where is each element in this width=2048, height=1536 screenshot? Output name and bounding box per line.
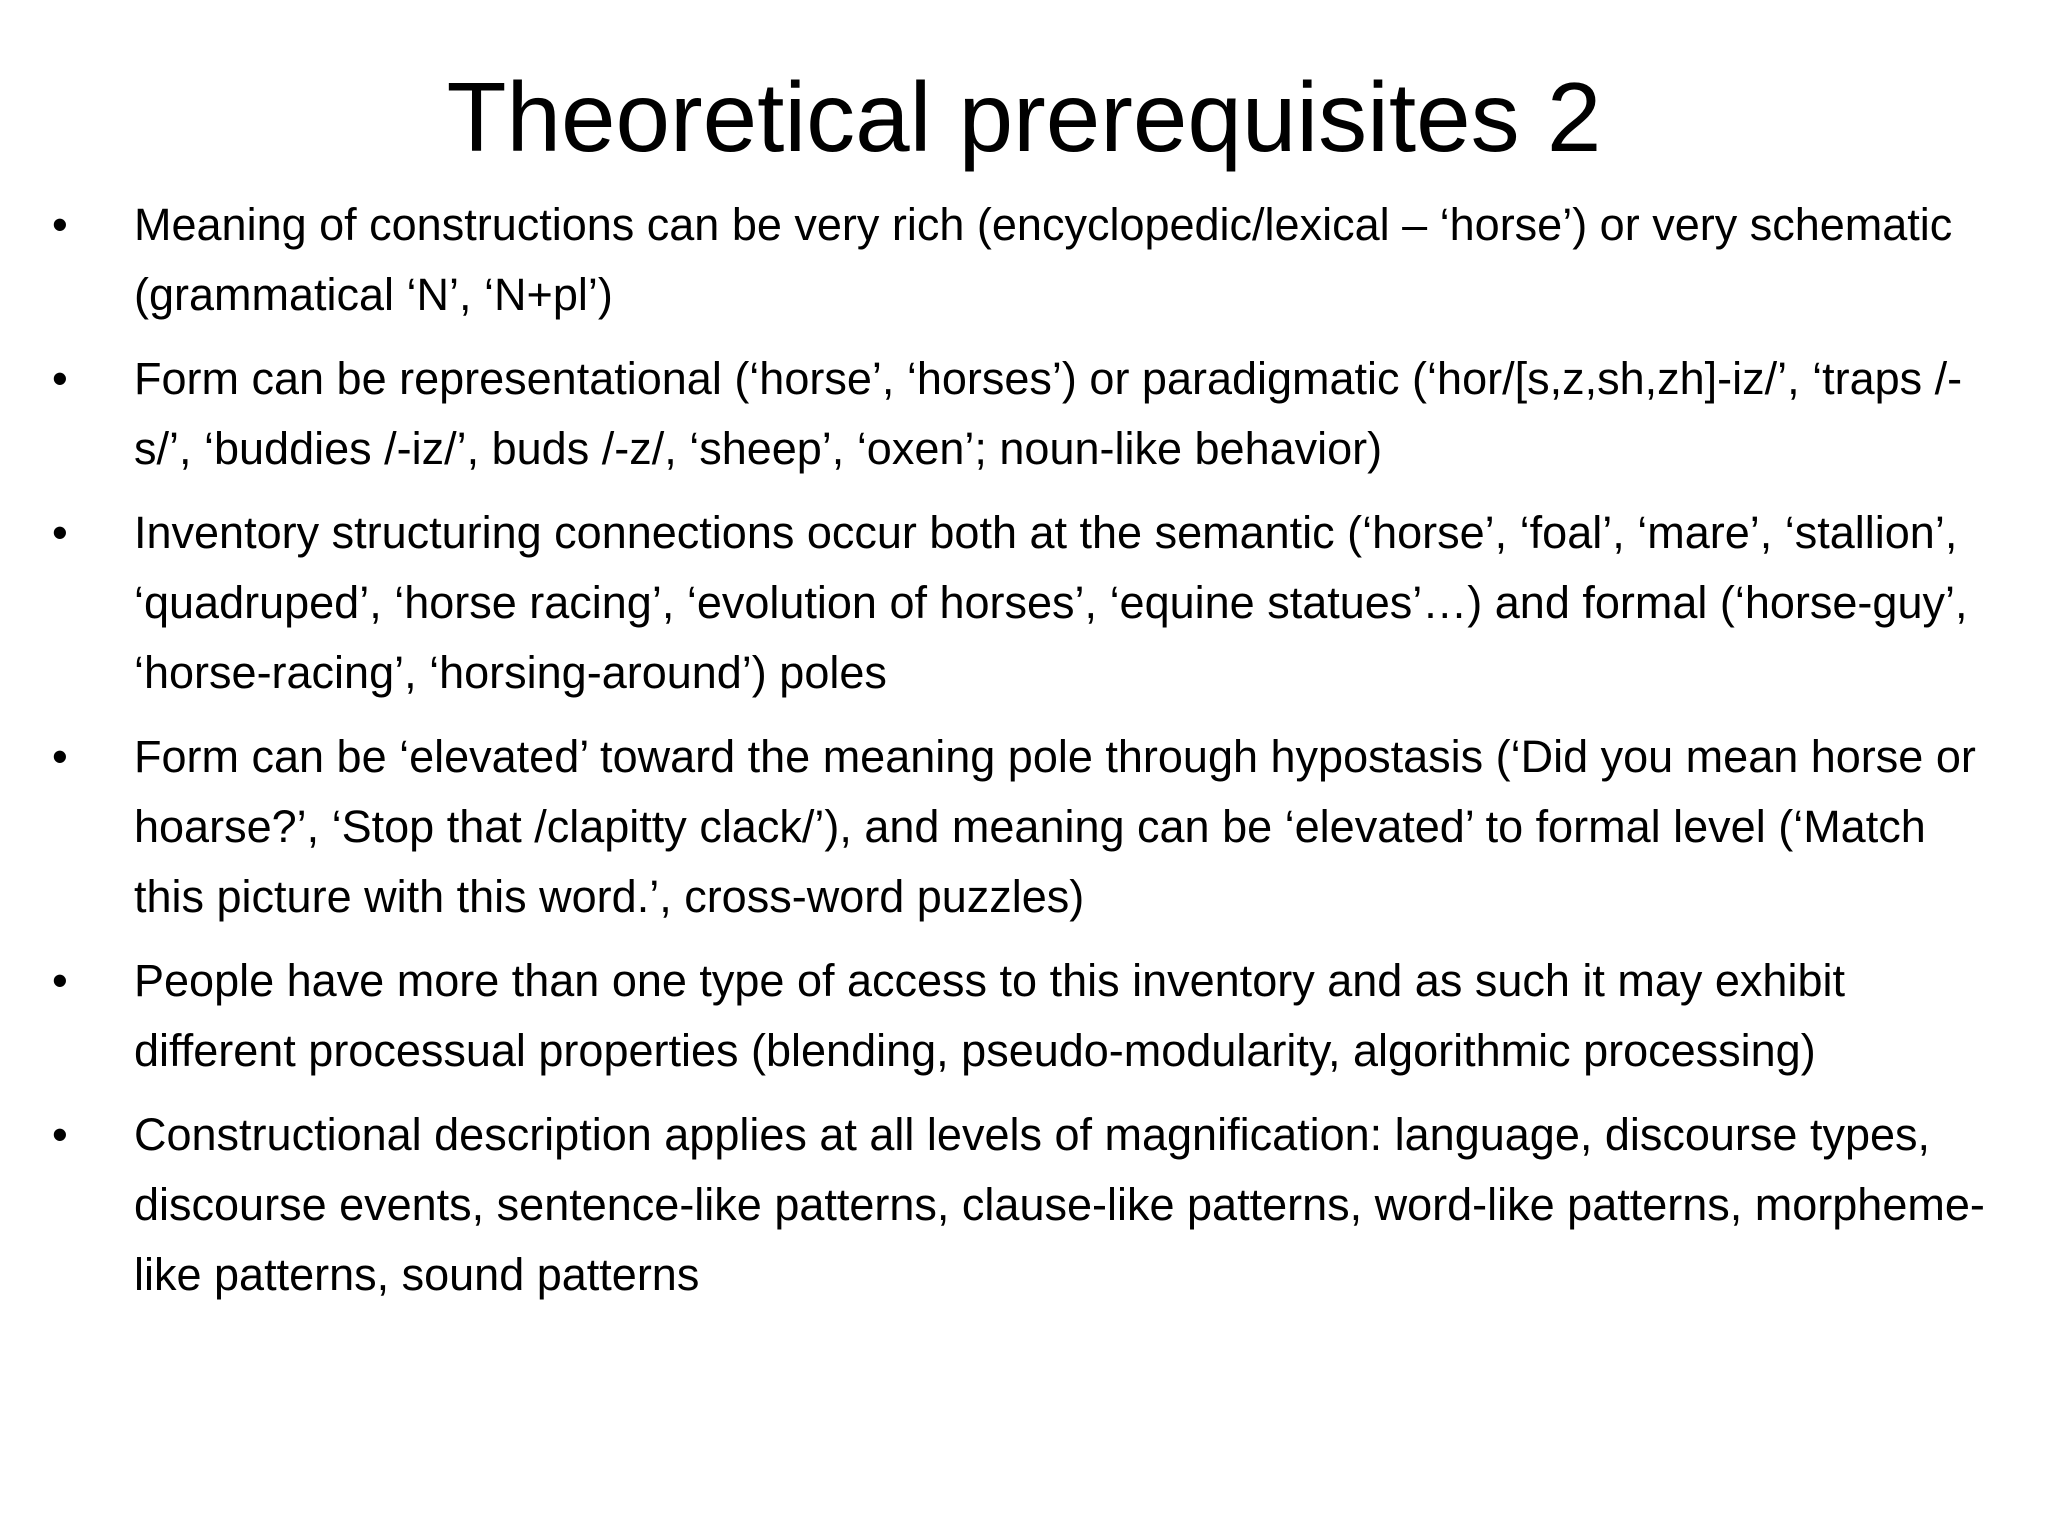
bullet-icon: • <box>52 955 68 1006</box>
bullet-item <box>52 722 2002 932</box>
slide-title: Theoretical prerequisites 2 <box>446 62 1602 172</box>
bullet-icon: • <box>52 731 68 782</box>
bullet-text: Inventory structuring connections occur both at the semantic (‘horse’, ‘foal’, ‘mare’, ‘stallion’, ‘quadruped’, ‘horse racing’, ‘evolution of horses’, ‘equine statues’…) and formal (‘horse-guy’, ‘horse-racing’, ‘horsing-around’) poles <box>134 507 1968 698</box>
bullet-icon: • <box>52 353 68 404</box>
bullet-icon: • <box>52 199 68 250</box>
bullet-text: Form can be representational (‘horse’, ‘horses’) or paradigmatic (‘hor/[s,z,sh,zh]-iz/’, ‘traps /-s/’, ‘buddies /-iz/’, buds /-z/, ‘sheep’, ‘oxen’; noun-like behavior) <box>134 353 1963 474</box>
bullet-item <box>52 946 2002 1086</box>
bullet-item <box>52 1100 2002 1310</box>
bullet-text: Form can be ‘elevated’ toward the meaning pole through hypostasis (‘Did you mean horse or hoarse?’, ‘Stop that /clapitty clack/’), and meaning can be ‘elevated’ to formal level (‘Match this picture with this word.’, cross-word puzzles) <box>134 731 1976 922</box>
bullet-item <box>52 344 2002 484</box>
bullet-text: People have more than one type of access to this inventory and as such it may exhibit different processual properties (blending, pseudo-modularity, algorithmic processing) <box>134 955 1845 1076</box>
bullet-item <box>52 190 2002 330</box>
bullet-item <box>52 498 2002 708</box>
bullet-text: Meaning of constructions can be very rich (encyclopedic/lexical – ‘horse’) or very schematic (grammatical ‘N’, ‘N+pl’) <box>134 199 1953 320</box>
bullet-text: Constructional description applies at all levels of magnification: language, discourse types, discourse events, sentence-like patterns, clause-like patterns, word-like patterns, morpheme-like patterns, sound patterns <box>134 1109 1985 1300</box>
bullet-icon: • <box>52 1109 68 1160</box>
bullet-icon: • <box>52 507 68 558</box>
bullet-list <box>52 190 2002 1324</box>
